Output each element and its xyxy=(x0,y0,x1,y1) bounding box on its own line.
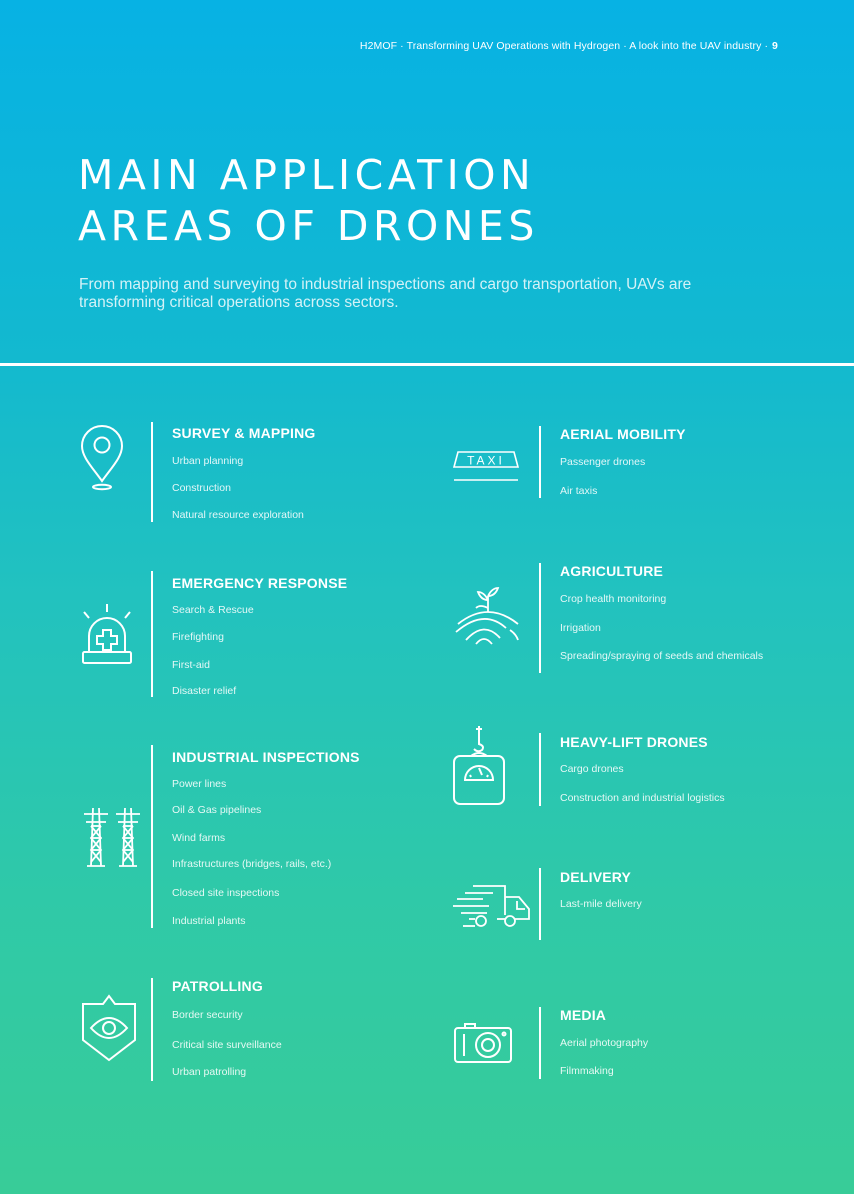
media-divider-line xyxy=(539,1007,541,1079)
page-number: 9 xyxy=(772,40,778,52)
list-item: Passenger drones xyxy=(560,456,646,468)
list-item: Last-mile delivery xyxy=(560,898,642,910)
list-item: Construction xyxy=(172,482,231,494)
heavy-lift-drones-title: HEAVY-LIFT DRONES xyxy=(560,734,708,750)
patrolling-list xyxy=(172,1008,282,1079)
list-item: Firefighting xyxy=(172,631,224,643)
page-title xyxy=(78,150,539,252)
aerial-mobility-divider-line xyxy=(539,426,541,498)
delivery-list xyxy=(560,897,642,911)
industrial-inspections-title: INDUSTRIAL INSPECTIONS xyxy=(172,749,360,765)
delivery-title: DELIVERY xyxy=(560,869,632,885)
media-title: MEDIA xyxy=(560,1007,607,1023)
map-pin-icon xyxy=(80,425,124,496)
list-item: Urban planning xyxy=(172,455,244,467)
list-item: Disaster relief xyxy=(172,685,237,697)
list-item: Search & Rescue xyxy=(172,604,254,616)
camera-icon xyxy=(453,1022,513,1069)
survey-mapping-list xyxy=(172,454,304,522)
list-item: Aerial photography xyxy=(560,1037,649,1049)
list-item: Industrial plants xyxy=(172,915,246,927)
page-title-line-2: AREAS OF DRONES xyxy=(78,202,539,250)
running-title: H2MOF · Transforming UAV Operations with Hydrogen · A look into the UAV industry · xyxy=(359,40,769,52)
running-header xyxy=(360,40,778,52)
list-item: Closed site inspections xyxy=(172,887,280,899)
heavy-lift-divider-line xyxy=(539,733,541,806)
emergency-siren-icon xyxy=(80,602,134,671)
list-item: Urban patrolling xyxy=(172,1066,247,1078)
list-item: Filmmaking xyxy=(560,1065,614,1077)
list-item: Spreading/spraying of seeds and chemicals xyxy=(560,650,764,662)
emergency-response-title: EMERGENCY RESPONSE xyxy=(172,575,348,591)
agriculture-list xyxy=(560,592,763,663)
section-divider xyxy=(0,363,854,366)
list-item: Construction and industrial logistics xyxy=(560,792,725,804)
list-item: First-aid xyxy=(172,659,210,671)
survey-mapping-title: SURVEY & MAPPING xyxy=(172,425,316,441)
list-item: Power lines xyxy=(172,778,227,790)
taxi-sign-icon xyxy=(452,450,522,489)
page-title-line-1: MAIN APPLICATION xyxy=(78,151,536,199)
list-item: Critical site surveillance xyxy=(172,1039,282,1051)
crane-scale-icon xyxy=(452,724,506,811)
delivery-truck-icon xyxy=(453,883,533,936)
aerial-mobility-list xyxy=(560,455,645,498)
list-item: Crop health monitoring xyxy=(560,593,667,605)
list-item: Irrigation xyxy=(560,622,601,634)
emergency-divider-line xyxy=(151,571,153,697)
agriculture-title: AGRICULTURE xyxy=(560,563,664,579)
list-item: Border security xyxy=(172,1009,243,1021)
media-list xyxy=(560,1036,648,1078)
survey-divider-line xyxy=(151,422,153,522)
list-item: Infrastructures (bridges, rails, etc.) xyxy=(172,858,332,870)
list-item: Cargo drones xyxy=(560,763,624,775)
page-subtitle: From mapping and surveying to industrial inspections and cargo transportation, UAVs are transforming critical operations across sectors. xyxy=(79,276,692,311)
list-item: Natural resource exploration xyxy=(172,509,304,521)
list-item: Oil & Gas pipelines xyxy=(172,804,262,816)
list-item: Wind farms xyxy=(172,832,226,844)
shield-eye-icon xyxy=(81,994,137,1069)
patrolling-title: PATROLLING xyxy=(172,978,263,994)
taxi-sign-label: TAXI xyxy=(467,453,505,468)
list-item: Air taxis xyxy=(560,485,598,497)
industrial-inspections-list xyxy=(172,777,331,928)
emergency-response-list xyxy=(172,603,254,698)
patrolling-divider-line xyxy=(151,978,153,1081)
sprout-field-icon xyxy=(454,586,522,653)
heavy-lift-drones-list xyxy=(560,762,725,805)
industrial-divider-line xyxy=(151,745,153,928)
agriculture-divider-line xyxy=(539,563,541,673)
power-tower-icon xyxy=(82,806,142,873)
delivery-divider-line xyxy=(539,868,541,940)
aerial-mobility-title: AERIAL MOBILITY xyxy=(560,426,686,442)
